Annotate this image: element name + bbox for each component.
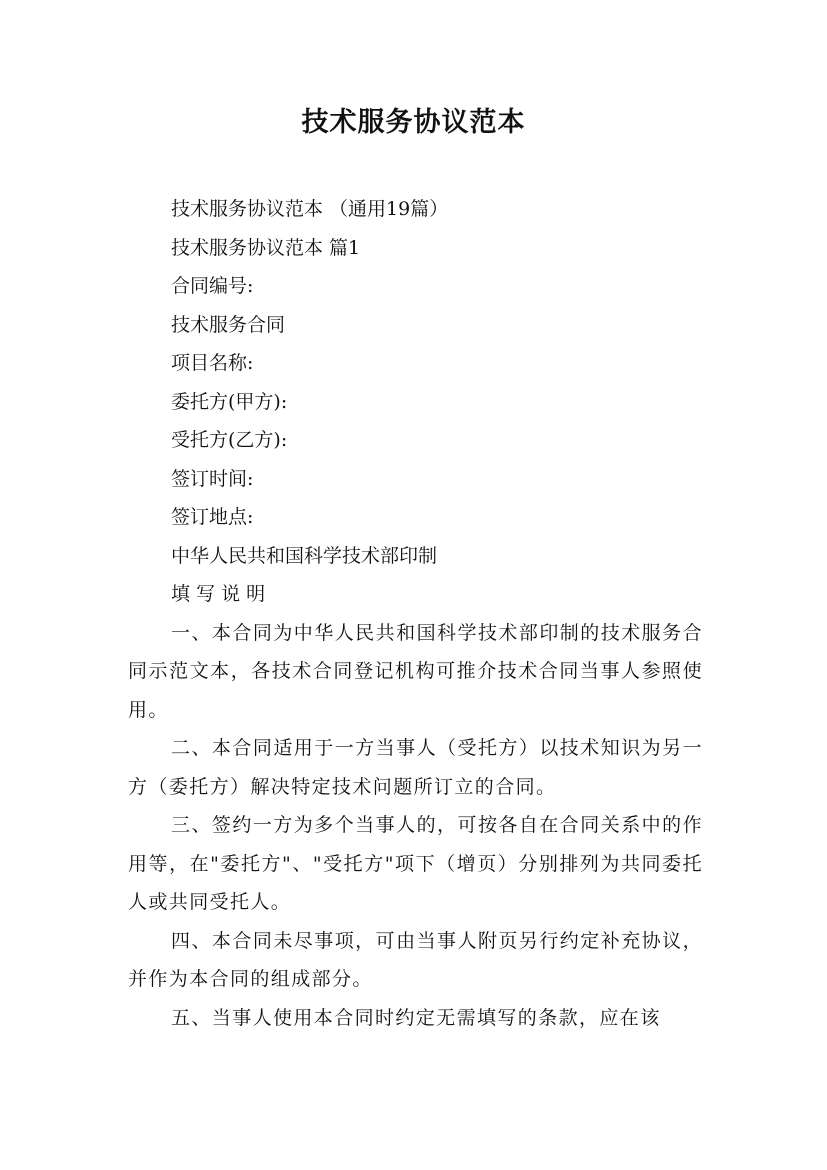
signing-place-label: 签订地点:: [171, 506, 254, 528]
instruction-paragraph-4: 四、本合同未尽事项，可由当事人附页另行约定补充协议，并作为本合同的组成部分。: [128, 929, 703, 990]
instructions-heading: 填 写 说 明: [171, 583, 266, 605]
publisher-line: 中华人民共和国科学技术部印制: [171, 544, 438, 567]
instruction-paragraph-1: 一、本合同为中华人民共和国科学技术部印制的技术服务合同示范文本，各技术合同登记机构可推介技术合同当事人参照使用。: [128, 621, 703, 721]
party-a-label: 委托方(甲方):: [171, 390, 288, 413]
document-title: 技术服务协议范本: [301, 107, 526, 138]
contract-number-label: 合同编号:: [171, 275, 254, 297]
section-heading: 技术服务协议范本 篇1: [171, 236, 361, 259]
project-name-label: 项目名称:: [171, 352, 254, 374]
signing-time-label: 签订时间:: [171, 467, 254, 490]
instruction-paragraph-5: 五、当事人使用本合同时约定无需填写的条款，应在该: [171, 1006, 661, 1029]
instruction-paragraph-3: 三、签约一方为多个当事人的，可按各自在合同关系中的作用等，在"委托方"、"受托方"项下（增页）分别排列为共同委托人或共同受托人。: [128, 814, 703, 913]
document-body: [128, 190, 703, 1037]
party-b-label: 受托方(乙方):: [171, 429, 288, 451]
subtitle-line: 技术服务协议范本 （通用19篇）: [171, 198, 449, 220]
instruction-paragraph-2: 二、本合同适用于一方当事人（受托方）以技术知识为另一方（委托方）解决特定技术问题所订立的合同。: [128, 737, 703, 798]
contract-type: 技术服务合同: [171, 313, 286, 336]
